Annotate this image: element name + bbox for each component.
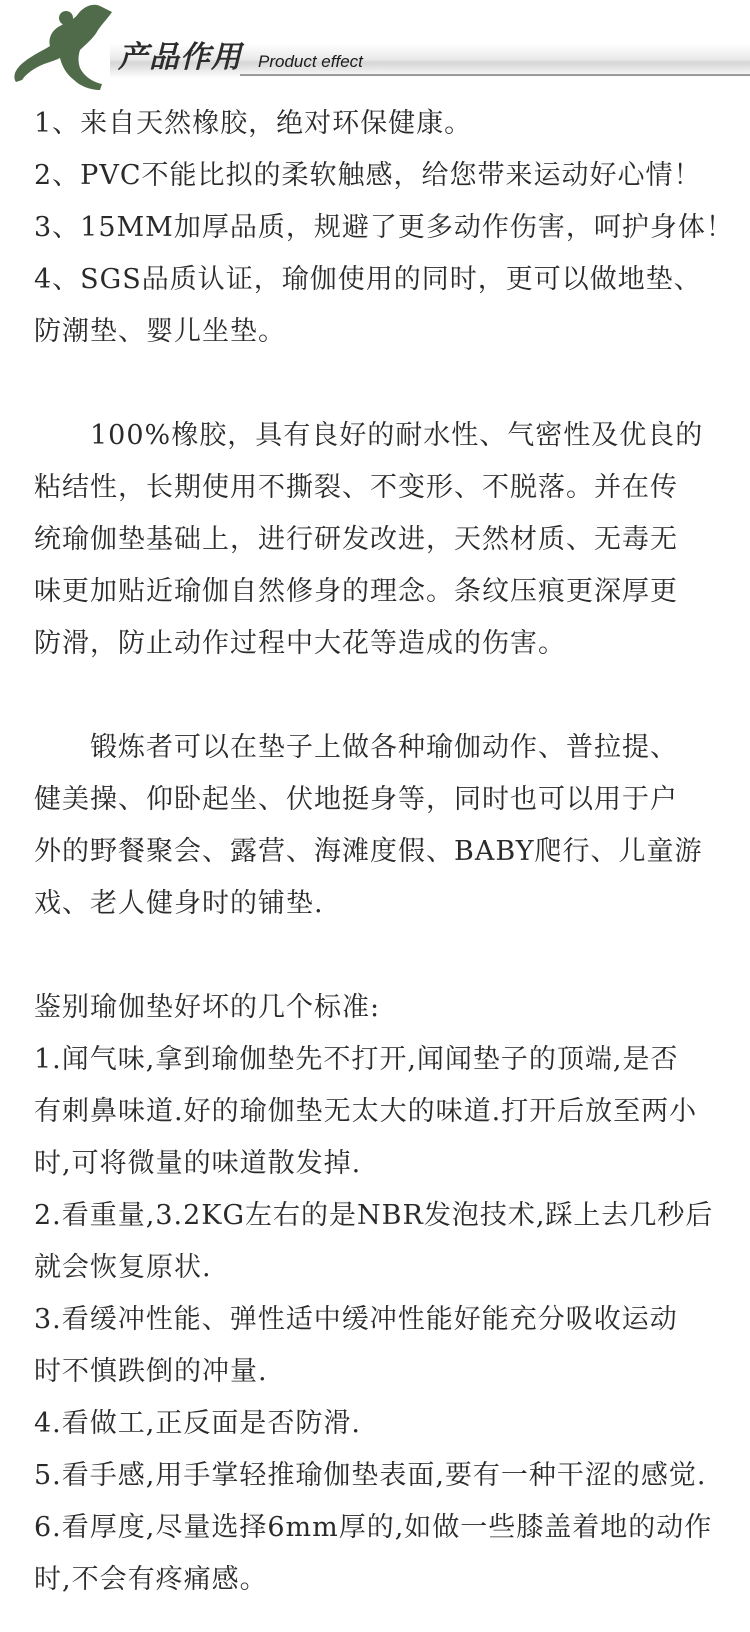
paragraph-line: 防滑，防止动作过程中大花等造成的伤害。 <box>34 628 566 659</box>
paragraph-line: 味更加贴近瑜伽自然修身的理念。条纹压痕更深厚更 <box>34 576 678 607</box>
paragraph-line: 100%橡胶，具有良好的耐水性、气密性及优良的 <box>90 420 704 451</box>
paragraph-rubber <box>34 410 744 670</box>
standards-line: 有刺鼻味道.好的瑜伽垫无太大的味道.打开后放至两小 <box>34 1096 698 1127</box>
paragraph-line: 锻炼者可以在垫子上做各种瑜伽动作、普拉提、 <box>90 732 678 763</box>
paragraph-usage <box>34 722 744 930</box>
feature-line: 2、PVC不能比拟的柔软触感，给您带来运动好心情！ <box>34 160 702 191</box>
standards-line: 时,可将微量的味道散发掉. <box>34 1148 362 1179</box>
standards-line: 5.看手感,用手掌轻推瑜伽垫表面,要有一种干涩的感觉. <box>34 1460 707 1491</box>
standards-line: 6.看厚度,尽量选择6mm厚的,如做一些膝盖着地的动作 <box>34 1512 713 1543</box>
standards-heading: 鉴别瑜伽垫好坏的几个标准: <box>34 992 381 1023</box>
header-title-cn: 产品作用 <box>118 40 242 75</box>
standards-line: 3.看缓冲性能、弹性适中缓冲性能好能充分吸收运动 <box>34 1304 678 1335</box>
paragraph-line: 粘结性，长期使用不撕裂、不变形、不脱落。并在传 <box>34 472 678 503</box>
standards-line: 4.看做工,正反面是否防滑. <box>34 1408 361 1439</box>
header-rule-line <box>240 74 750 76</box>
feature-line: 4、SGS品质认证，瑜伽使用的同时，更可以做地垫、 <box>34 264 702 295</box>
standards-line: 就会恢复原状. <box>34 1252 212 1283</box>
paragraph-line: 戏、老人健身时的铺垫. <box>34 888 324 919</box>
runner-logo-icon <box>4 0 122 95</box>
feature-line: 3、15MM加厚品质，规避了更多动作伤害，呵护身体！ <box>34 212 734 243</box>
standards-line: 时不慎跌倒的冲量. <box>34 1356 268 1387</box>
standards-line: 时,不会有疼痛感。 <box>34 1564 268 1595</box>
feature-list <box>34 98 744 358</box>
paragraph-line: 健美操、仰卧起坐、伏地挺身等，同时也可以用于户 <box>34 784 678 815</box>
standards-list <box>34 982 744 1606</box>
standards-line: 1.闻气味,拿到瑜伽垫先不打开,闻闻垫子的顶端,是否 <box>34 1044 679 1075</box>
paragraph-line: 外的野餐聚会、露营、海滩度假、BABY爬行、儿童游 <box>34 836 703 867</box>
header-title-en: Product effect <box>258 52 363 71</box>
section-header <box>0 0 750 100</box>
content-body <box>34 98 744 1606</box>
standards-line: 2.看重量,3.2KG左右的是NBR发泡技术,踩上去几秒后 <box>34 1200 714 1231</box>
paragraph-line: 统瑜伽垫基础上，进行研发改进，天然材质、无毒无 <box>34 524 678 555</box>
feature-line: 1、来自天然橡胶，绝对环保健康。 <box>34 108 473 139</box>
feature-line: 防潮垫、婴儿坐垫。 <box>34 316 286 347</box>
